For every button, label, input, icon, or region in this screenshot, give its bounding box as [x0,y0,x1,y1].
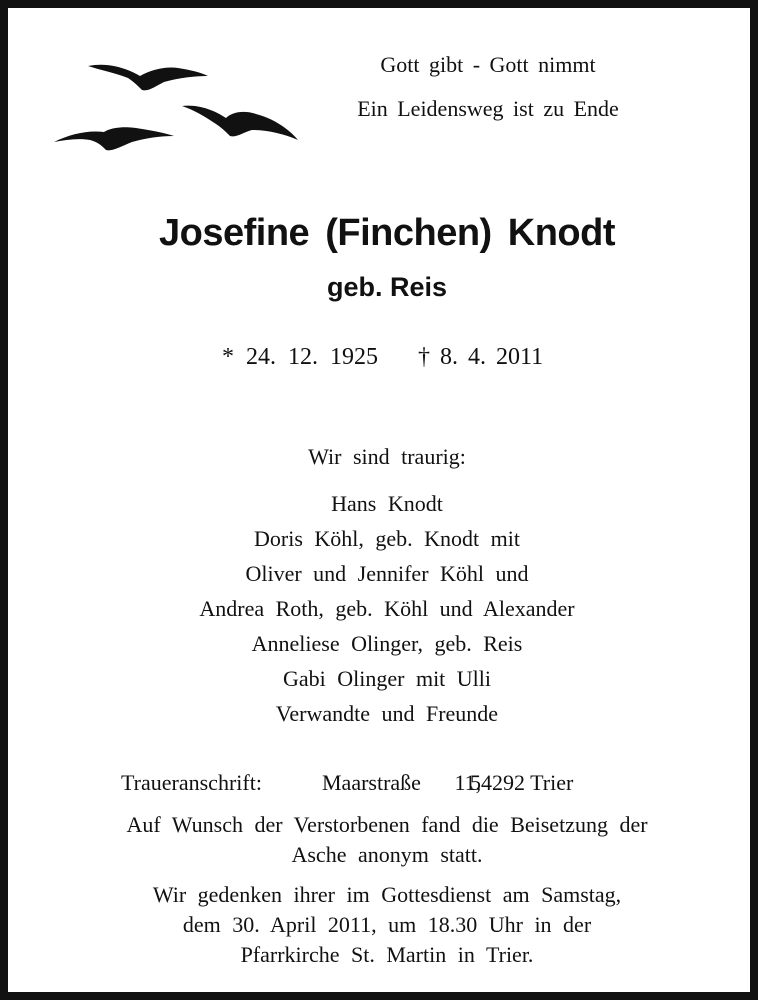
notice-line-2: Asche anonym statt. [291,842,483,867]
bird-top-icon [88,65,208,91]
life-dates [8,344,758,374]
birth-date: * 24. 12. 1925 [222,344,378,370]
maiden-name: geb. Reis [326,272,448,302]
mourner-line: Gabi Olinger mit Ulli [282,666,492,691]
mourner-line: Oliver und Jennifer Köhl und [245,561,529,586]
bird-bottom-icon [54,127,174,150]
mourner-line: Doris Köhl, geb. Knodt mit [254,526,520,551]
service-line-3: Pfarrkirche St. Martin in Trier. [240,942,534,967]
mourners-list [8,486,758,731]
mourners-intro: Wir sind traurig: [308,444,466,469]
memorial-service [8,880,758,970]
mourner-line: Hans Knodt [331,491,443,516]
flying-birds-icon [48,52,308,162]
mourner-line: Andrea Roth, geb. Köhl und Alexander [199,596,575,621]
motto-line-2: Ein Leidensweg ist zu Ende [357,96,619,121]
burial-notice [8,810,758,870]
death-date: † 8. 4. 2011 [418,344,544,370]
motto-line-1: Gott gibt - Gott nimmt [380,52,596,77]
mourner-line: Anneliese Olinger, geb. Reis [251,631,523,656]
bird-right-icon [182,106,298,140]
notice-line-1: Auf Wunsch der Verstorbenen fand die Beisetzung der [126,812,648,837]
service-line-2: dem 30. April 2011, um 18.30 Uhr in der [182,912,592,937]
address-label: Traueranschrift: [121,770,262,795]
service-line-1: Wir gedenken ihrer im Gottesdienst am Samstag, [152,882,622,907]
address-city: 54292 Trier [470,770,574,795]
address-street: Maarstraße 11, [322,770,482,795]
deceased-name: Josefine (Finchen) Knodt [159,212,615,254]
mourner-line: Verwandte und Freunde [275,701,499,726]
